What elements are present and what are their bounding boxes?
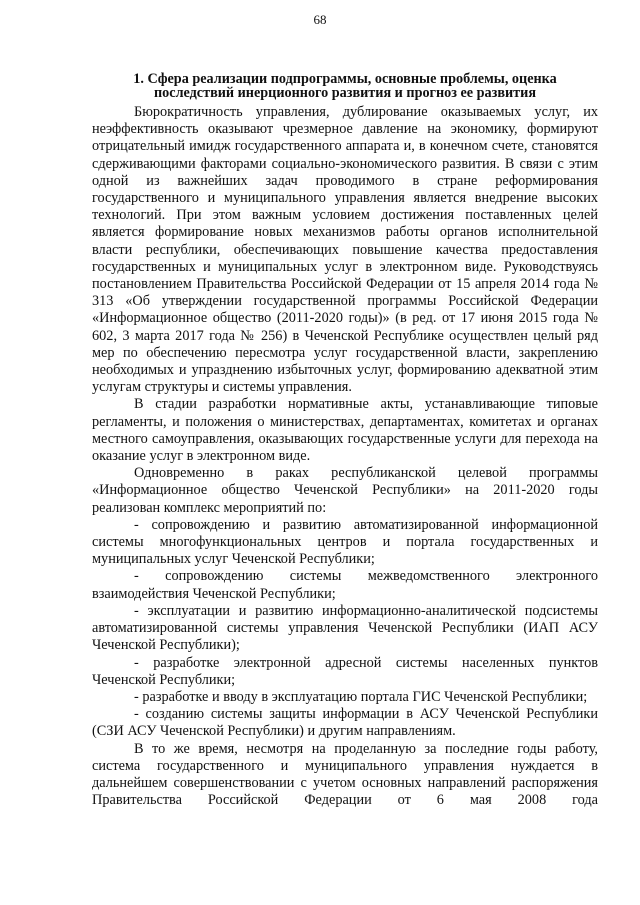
list-item-address-system: - разработке электронной адресной системы населенных пунктов Чеченской Республики; xyxy=(92,654,598,688)
section-heading-line-2: последствий инерционного развития и прогноз ее развития xyxy=(154,85,536,101)
section-heading-line-1: 1. Сфера реализации подпрограммы, основные проблемы, оценка xyxy=(133,71,557,87)
list-item-mfc-portal: - сопровождению и развитию автоматизированной информационной системы многофункциональных центров и портала государственных и муниципальных услуг Чеченской Республики; xyxy=(92,516,598,568)
list-item-gis-portal: - разработке и вводу в эксплуатацию портала ГИС Чеченской Республики; xyxy=(134,688,588,705)
page-number: 68 xyxy=(313,12,327,27)
paragraph-program: Одновременно в раках республиканской целевой программы «Информационное общество Чеченской Республики» на 2011-2020 годы реализован комплекс мероприятий по: xyxy=(92,465,598,516)
list-item-iap-asu: - эксплуатации и развитию информационно-аналитической подсистемы автоматизированной системы управления Чеченской Республики (ИАП АСУ Чеченской Республики); xyxy=(92,602,598,654)
document-body xyxy=(92,104,598,809)
paragraph-conclusion: В то же время, несмотря на проделанную за последние годы работу, система государственного и муниципального управления нуждается в дальнейшем совершенствовании с учетом основных направлений распоряжения Правительства Российской Федерации от 6 мая 2008 года xyxy=(92,740,598,809)
list-item-szi-asu: - созданию системы защиты информации в АСУ Чеченской Республики (СЗИ АСУ Чеченской Республики) и другим направлениям. xyxy=(92,706,598,740)
list-item-interagency: - сопровождению системы межведомственного электронного взаимодействия Чеченской Республики; xyxy=(92,568,598,602)
paragraph-regulations: В стадии разработки нормативные акты, устанавливающие типовые регламенты, и положения о министерствах, департаментах, комитетах и органах местного самоуправления, оказывающих государственные услуги для перехода на оказание услуг в электронном виде. xyxy=(92,396,598,465)
section-heading xyxy=(92,72,598,100)
paragraph-intro: Бюрократичность управления, дублирование оказываемых услуг, их неэффективность оказывают чрезмерное давление на экономику, формируют отрицательный имидж государственного аппарата и, в конечном счете, становятся сдерживающими факторами социально-экономического развития. В связи с этим одной из важнейших задач проводимого в стране реформирования государственного и муниципального управления является внедрение высоких технологий. При этом важным условием достижения поставленных целей является формирование новых механизмов работы органов исполнительной власти республики, обеспечивающих повышение качества предоставления государственных и муниципальных услуг в электронном виде. Руководствуясь постановлением Правительства Российской Федерации от 15 апреля 2014 года № 313 «Об утверждении государственной программы Российской Федерации «Информационное общество (2011-2020 годы)» (в ред. от 17 июня 2015 года № 602, 3 марта 2017 года № 256) в Чеченской Республике осуществлен целый ряд мер по обеспечению пересмотра услуг государственной власти, закреплению необходимых и упразднению избыточных услуг, формированию адекватной этим услугам структуры и системы управления. xyxy=(92,104,598,396)
